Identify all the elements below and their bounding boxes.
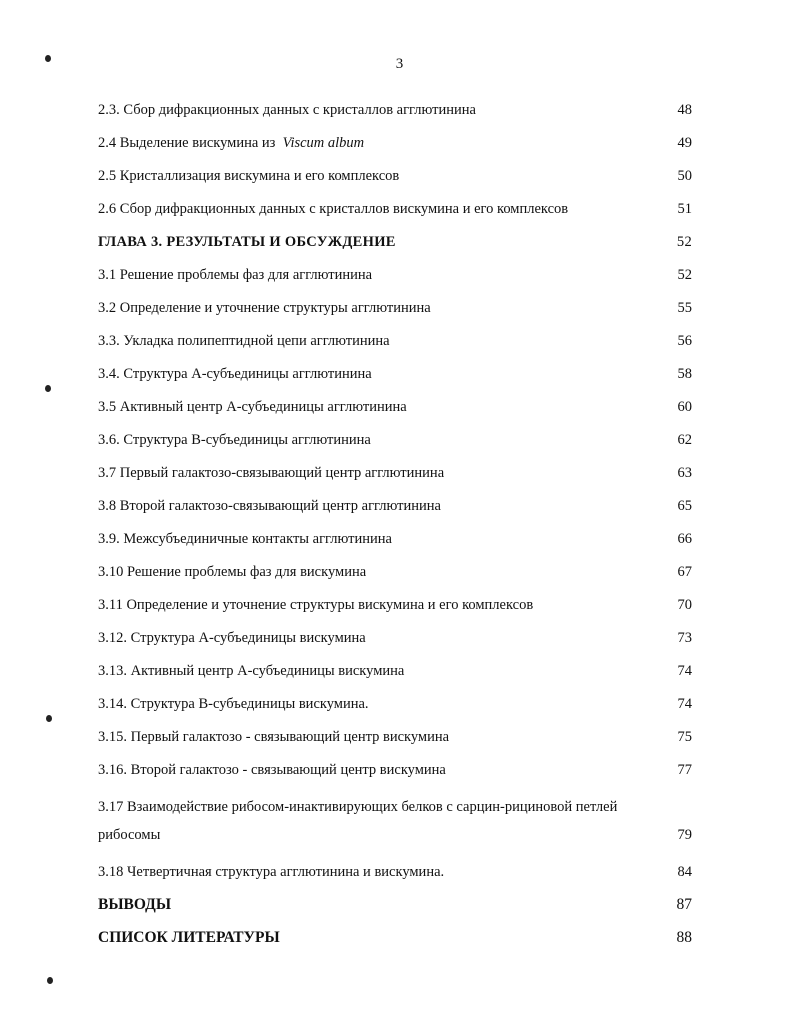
page-number: 3: [395, 56, 404, 72]
toc-entry-page: 50: [677, 168, 692, 184]
toc-entry: [98, 529, 698, 549]
toc-entry-page: 87: [676, 896, 692, 913]
toc-entry-page: 73: [677, 630, 692, 646]
toc-entry-title: 3.14. Структура В-субъединицы вискумина.: [98, 696, 369, 712]
toc-entry: [98, 397, 698, 417]
toc-entry-page: 62: [677, 432, 692, 448]
toc-entry-page: 49: [677, 135, 692, 151]
toc-entry-title: [98, 793, 638, 849]
toc-entry-title: 3.12. Структура А-субъединицы вискумина: [98, 630, 366, 646]
toc-entry-title: 3.1 Решение проблемы фаз для агглютинина: [98, 267, 373, 283]
toc-entry-page: 51: [677, 201, 692, 217]
toc-entry-page: 66: [677, 531, 692, 547]
toc-entry-title: 3.11 Определение и уточнение структуры вискумина и его комплексов: [98, 597, 534, 613]
toc-entry: [98, 364, 698, 384]
toc-entry-page: 55: [677, 300, 692, 316]
scan-mark-dot: [47, 977, 53, 984]
toc-entry-title: 3.4. Структура А-субъединицы агглютинина: [98, 366, 372, 382]
toc-entry-page: 48: [677, 102, 692, 118]
toc-entry-page: 74: [677, 663, 692, 679]
toc-entry-page: 88: [676, 929, 692, 946]
toc-section-heading: [98, 895, 698, 915]
toc-entry-page: 52: [677, 267, 692, 283]
toc-entry: [98, 496, 698, 516]
toc-entry-title: 2.6 Сбор дифракционных данных с кристаллов вискумина и его комплексов: [98, 201, 569, 217]
toc-entry-title: 2.5 Кристаллизация вискумина и его комплексов: [98, 168, 400, 184]
toc-entry-page: 84: [677, 864, 692, 880]
toc-entry-page: 70: [677, 597, 692, 613]
toc-entry-page: 60: [677, 399, 692, 415]
toc-entry: [98, 628, 698, 648]
toc-entry-title: 3.2 Определение и уточнение структуры агглютинина: [98, 300, 431, 316]
toc-entry: [98, 760, 698, 780]
scan-mark-dot: [45, 385, 51, 392]
toc-entry-title-italic: Viscum album: [282, 135, 365, 151]
toc-entry-page: 67: [677, 564, 692, 580]
toc-entry: [98, 100, 698, 120]
toc-entry-title: ВЫВОДЫ: [98, 896, 172, 913]
toc-entry-title-line1: 3.17 Взаимодействие рибосом-инактивирующих белков с сарцин-рициновой петлей: [98, 799, 618, 815]
toc-entry-title: 3.7 Первый галактозо-связывающий центр агглютинина: [98, 465, 445, 481]
scan-mark-dot: [46, 715, 52, 722]
toc-entry: [98, 166, 698, 186]
toc-entry-title: 3.5 Активный центр А-субъединицы агглютинина: [98, 399, 407, 415]
toc-entry-title: 3.18 Четвертичная структура агглютинина и вискумина.: [98, 864, 445, 880]
toc-entry-title: 3.10 Решение проблемы фаз для вискумина: [98, 564, 367, 580]
toc-entry-title: 3.13. Активный центр А-субъединицы вискумина: [98, 663, 405, 679]
toc-entry: [98, 430, 698, 450]
toc-entry-title: [98, 135, 364, 151]
toc-entry-title: 3.8 Второй галактозо-связывающий центр агглютинина: [98, 498, 441, 514]
toc-entry-page: 77: [677, 762, 692, 778]
toc-entry-title: 3.6. Структура В-субъединицы агглютинина: [98, 432, 371, 448]
toc-entry: [98, 595, 698, 615]
toc-entry: [98, 727, 698, 747]
toc-entry: [98, 793, 698, 849]
toc-entry: [98, 463, 698, 483]
toc-section-heading: [98, 928, 698, 948]
scan-mark-dot: [45, 55, 51, 62]
toc-entry: [98, 133, 698, 153]
toc-entry-title: 2.3. Сбор дифракционных данных с кристаллов агглютинина: [98, 102, 476, 118]
toc-entry-title: 3.9. Межсубъединичные контакты агглютинина: [98, 531, 392, 547]
toc-entry-page: 74: [677, 696, 692, 712]
table-of-contents: [98, 100, 698, 961]
toc-entry-page: 75: [677, 729, 692, 745]
toc-entry: [98, 199, 698, 219]
toc-entry-title: 3.15. Первый галактозо - связывающий центр вискумина: [98, 729, 450, 745]
toc-entry-title: СПИСОК ЛИТЕРАТУРЫ: [98, 929, 280, 946]
toc-entry: [98, 298, 698, 318]
toc-chapter-heading: [98, 232, 698, 252]
toc-entry: [98, 265, 698, 285]
toc-entry: [98, 661, 698, 681]
toc-entry-page: 79: [677, 827, 692, 843]
toc-entry-title: 3.3. Укладка полипептидной цепи агглютинина: [98, 333, 390, 349]
toc-entry: [98, 562, 698, 582]
toc-entry: [98, 331, 698, 351]
toc-entry-page: 63: [677, 465, 692, 481]
toc-entry-title: 3.16. Второй галактозо - связывающий центр вискумина: [98, 762, 446, 778]
toc-entry-page: 58: [677, 366, 692, 382]
toc-entry-title: ГЛАВА 3. РЕЗУЛЬТАТЫ И ОБСУЖДЕНИЕ: [98, 234, 396, 250]
toc-entry-title-line2: рибосомы: [98, 827, 161, 843]
toc-entry: [98, 862, 698, 882]
toc-entry-page: 56: [677, 333, 692, 349]
toc-entry-page: 65: [677, 498, 692, 514]
toc-entry-page: 52: [676, 234, 692, 250]
toc-entry: [98, 694, 698, 714]
toc-entry-title-prefix: 2.4 Выделение вискумина из: [98, 135, 283, 151]
